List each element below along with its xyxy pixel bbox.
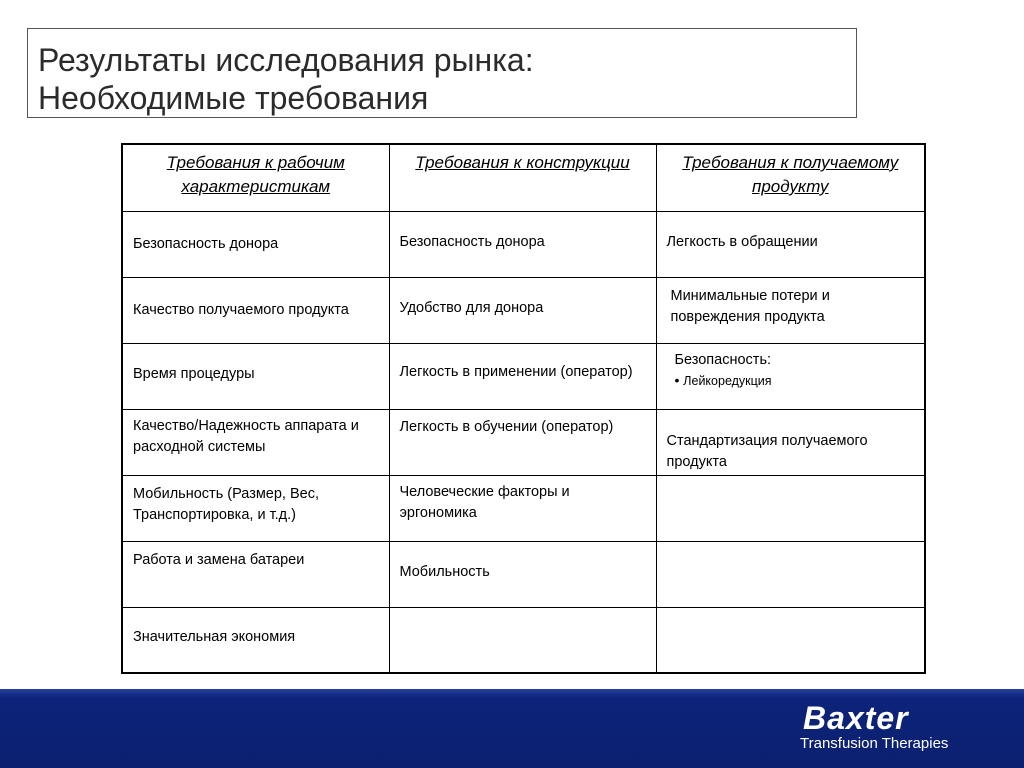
- slide-title: [27, 28, 857, 118]
- table-cell: Человеческие факторы и эргономика: [389, 475, 656, 541]
- table-cell: [656, 607, 925, 673]
- header-product: Требования к получаемому продукту: [656, 144, 925, 211]
- table-cell: Минимальные потери и повреждения продукта: [656, 277, 925, 343]
- table-cell: Качество получаемого продукта: [122, 277, 389, 343]
- table-cell: Мобильность: [389, 541, 656, 607]
- table-row: [122, 541, 925, 607]
- title-line-1: Результаты исследования рынка:: [38, 42, 534, 78]
- table-cell: Легкость в применении (оператор): [389, 343, 656, 409]
- table-cell: Качество/Надежность аппарата и расходной системы: [122, 409, 389, 475]
- header-design: Требования к конструкции: [389, 144, 656, 211]
- table-cell: Работа и замена батареи: [122, 541, 389, 607]
- table-cell: Безопасность донора: [389, 211, 656, 277]
- table-row: [122, 409, 925, 475]
- table-row: [122, 277, 925, 343]
- table-cell: Мобильность (Размер, Вес, Транспортировка, и т.д.): [122, 475, 389, 541]
- table-header-row: [122, 144, 925, 211]
- header-performance: Требования к рабочим характеристикам: [122, 144, 389, 211]
- table-row: [122, 211, 925, 277]
- table-cell: Легкость в обращении: [656, 211, 925, 277]
- table-row: [122, 607, 925, 673]
- title-line-2: Необходимые требования: [38, 80, 429, 116]
- table-cell: Стандартизация получаемого продукта: [656, 409, 925, 475]
- table-cell: Безопасность донора: [122, 211, 389, 277]
- table-cell: [656, 343, 925, 409]
- baxter-logo: Baxter: [803, 700, 909, 736]
- table-cell: Время процедуры: [122, 343, 389, 409]
- table-row: [122, 343, 925, 409]
- table-cell: Значительная экономия: [122, 607, 389, 673]
- table-cell: Удобство для донора: [389, 277, 656, 343]
- list-item: • Лейкоредукция: [675, 371, 925, 390]
- safety-sub-list: [657, 371, 925, 390]
- table-row: [122, 475, 925, 541]
- table-cell: [389, 607, 656, 673]
- baxter-logo-subtitle: Transfusion Therapies: [800, 735, 949, 752]
- table-cell: [656, 475, 925, 541]
- table-cell: [656, 541, 925, 607]
- safety-label: Безопасность:: [674, 351, 772, 368]
- table-cell: Легкость в обучении (оператор): [389, 409, 656, 475]
- requirements-table: [121, 143, 926, 674]
